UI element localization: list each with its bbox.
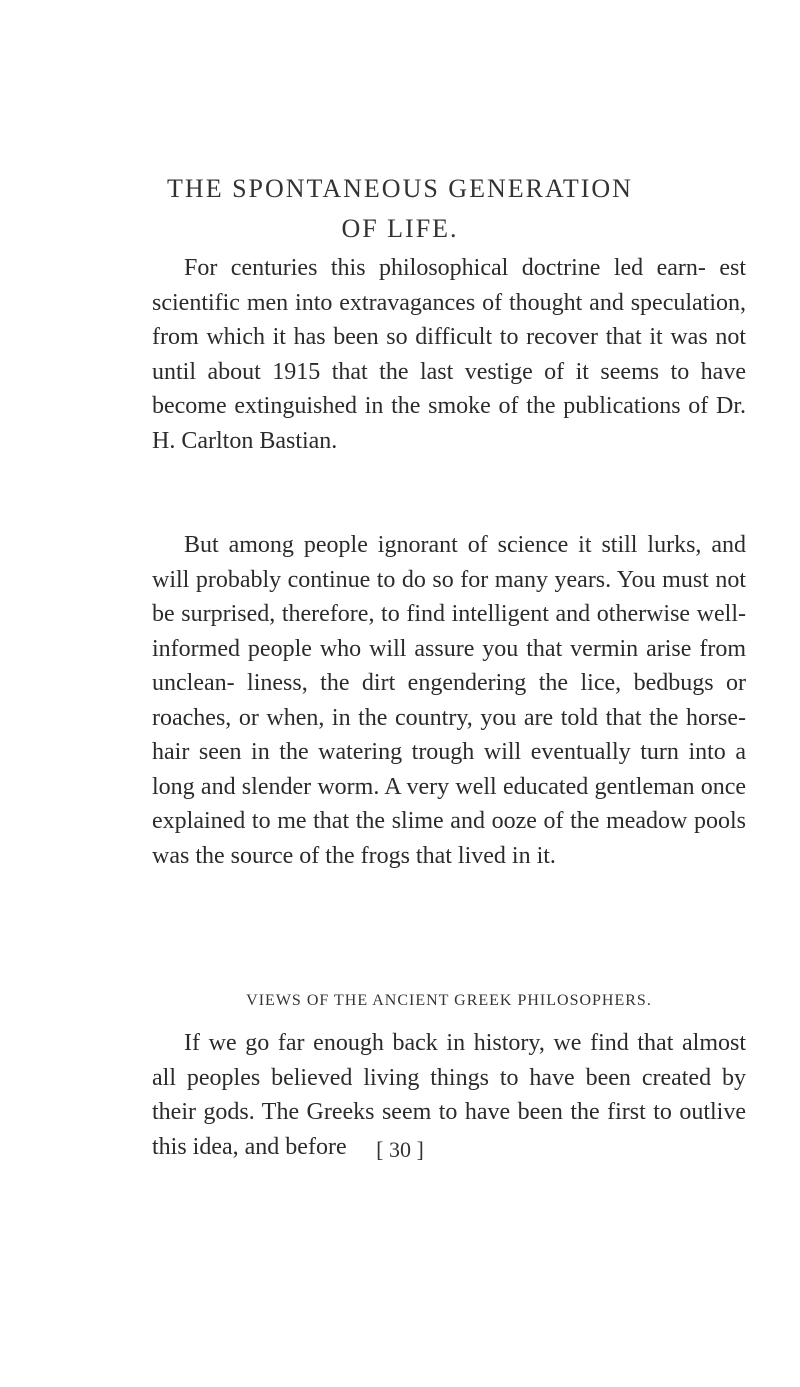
section-subheading: VIEWS OF THE ANCIENT GREEK PHILOSOPHERS. [246, 992, 652, 1009]
paragraph-3: If we go far enough back in history, we find that almost all peoples believed living things to have been created by their gods. The Greeks seem to have been the first to outlive this idea, and before [152, 1030, 746, 1160]
chapter-title-line-1: THE SPONTANEOUS GENERATION [167, 174, 633, 203]
chapter-title-line-2: OF LIFE. [341, 214, 459, 243]
paragraph-1: For centuries this philosophical doctrine led earn- est scientific men into extravagances of thought and speculation, from which it has been so difficult to recover that it was not until about 1915 that the last vestige of it seems to have become extinguished in the smoke of the publications of Dr. H. Carlton Bastian. [152, 255, 746, 454]
page-number: [ 30 ] [376, 1137, 424, 1162]
paragraph-2-block [152, 528, 746, 873]
paragraph-2: But among people ignorant of science it still lurks, and will probably continue to do so for many years. You must not be surprised, therefore, to find intelligent and otherwise well-informed people who will assure you that vermin arise from unclean- liness, the dirt engendering the lice, bedbugs or roaches, or when, in the country, you are told that the horse-hair seen in the watering trough will eventually turn into a long and slender worm. A very well educated gentleman once explained to me that the slime and ooze of the meadow pools was the source of the frogs that lived in it. [152, 532, 746, 869]
paragraph-1-block [152, 251, 746, 458]
